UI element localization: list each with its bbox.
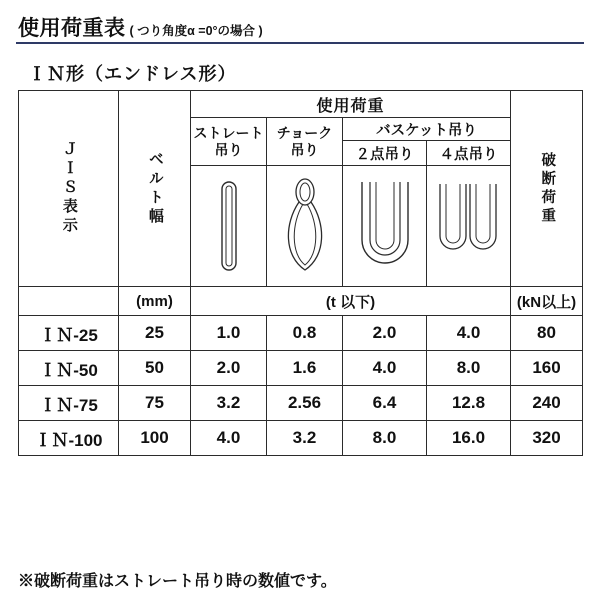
- cell-straight: 3.2: [191, 386, 267, 421]
- cell-straight: 2.0: [191, 351, 267, 386]
- cell-basket4: 8.0: [427, 351, 511, 386]
- footnote: ※破断荷重はストレート吊り時の数値です。: [18, 573, 337, 590]
- cell-basket2: 2.0: [343, 316, 427, 351]
- table-units-row: [19, 287, 583, 316]
- header-breaking-load: 破断荷重: [511, 91, 583, 287]
- unit-breaking: (kN以上): [511, 287, 583, 316]
- header-basket-4point: ４点吊り: [427, 141, 511, 166]
- cell-belt-width: 25: [119, 316, 191, 351]
- header-belt-width: ベルト幅: [119, 91, 191, 287]
- straight-sling-icon: [191, 166, 267, 287]
- cell-belt-width: 50: [119, 351, 191, 386]
- unit-jis: [19, 287, 119, 316]
- cell-breaking: 320: [511, 421, 583, 456]
- header-straight-sling: ストレート 吊り: [191, 118, 267, 166]
- header-use-load: 使用荷重: [191, 91, 511, 118]
- cell-choke: 1.6: [267, 351, 343, 386]
- unit-belt-width: (mm): [119, 287, 191, 316]
- table-row: [19, 351, 583, 386]
- header-jis-label: ＪＩＳ表示: [19, 91, 119, 287]
- page-subtitle: ( つり角度α =0°の場合 ): [129, 24, 263, 38]
- cell-choke: 0.8: [267, 316, 343, 351]
- page-title: 使用荷重表: [18, 17, 126, 40]
- load-table: [18, 90, 583, 456]
- cell-choke: 2.56: [267, 386, 343, 421]
- cell-basket2: 8.0: [343, 421, 427, 456]
- cell-jis: ＩＮ-100: [19, 421, 119, 456]
- header-choke-sling: チョーク 吊り: [267, 118, 343, 166]
- cell-straight: 1.0: [191, 316, 267, 351]
- cell-basket4: 4.0: [427, 316, 511, 351]
- table-row: [19, 386, 583, 421]
- cell-breaking: 80: [511, 316, 583, 351]
- cell-jis: ＩＮ-50: [19, 351, 119, 386]
- basket-4point-sling-icon: [427, 166, 511, 287]
- cell-basket4: 16.0: [427, 421, 511, 456]
- section-heading: ＩＮ形（エンドレス形）: [28, 64, 237, 84]
- table-header-row-1: [19, 91, 583, 118]
- cell-basket2: 4.0: [343, 351, 427, 386]
- cell-breaking: 160: [511, 351, 583, 386]
- cell-basket4: 12.8: [427, 386, 511, 421]
- cell-belt-width: 75: [119, 386, 191, 421]
- cell-jis: ＩＮ-25: [19, 316, 119, 351]
- basket-2point-sling-icon: [343, 166, 427, 287]
- load-table-container: [18, 90, 582, 456]
- cell-choke: 3.2: [267, 421, 343, 456]
- cell-basket2: 6.4: [343, 386, 427, 421]
- choke-sling-icon: [267, 166, 343, 287]
- table-row: [19, 421, 583, 456]
- cell-breaking: 240: [511, 386, 583, 421]
- cell-belt-width: 100: [119, 421, 191, 456]
- title-divider: [16, 42, 584, 44]
- document-title: [18, 12, 263, 42]
- header-basket-2point: ２点吊り: [343, 141, 427, 166]
- unit-load: (t 以下): [191, 287, 511, 316]
- cell-jis: ＩＮ-75: [19, 386, 119, 421]
- header-basket-sling: バスケット吊り: [343, 118, 511, 141]
- cell-straight: 4.0: [191, 421, 267, 456]
- table-row: [19, 316, 583, 351]
